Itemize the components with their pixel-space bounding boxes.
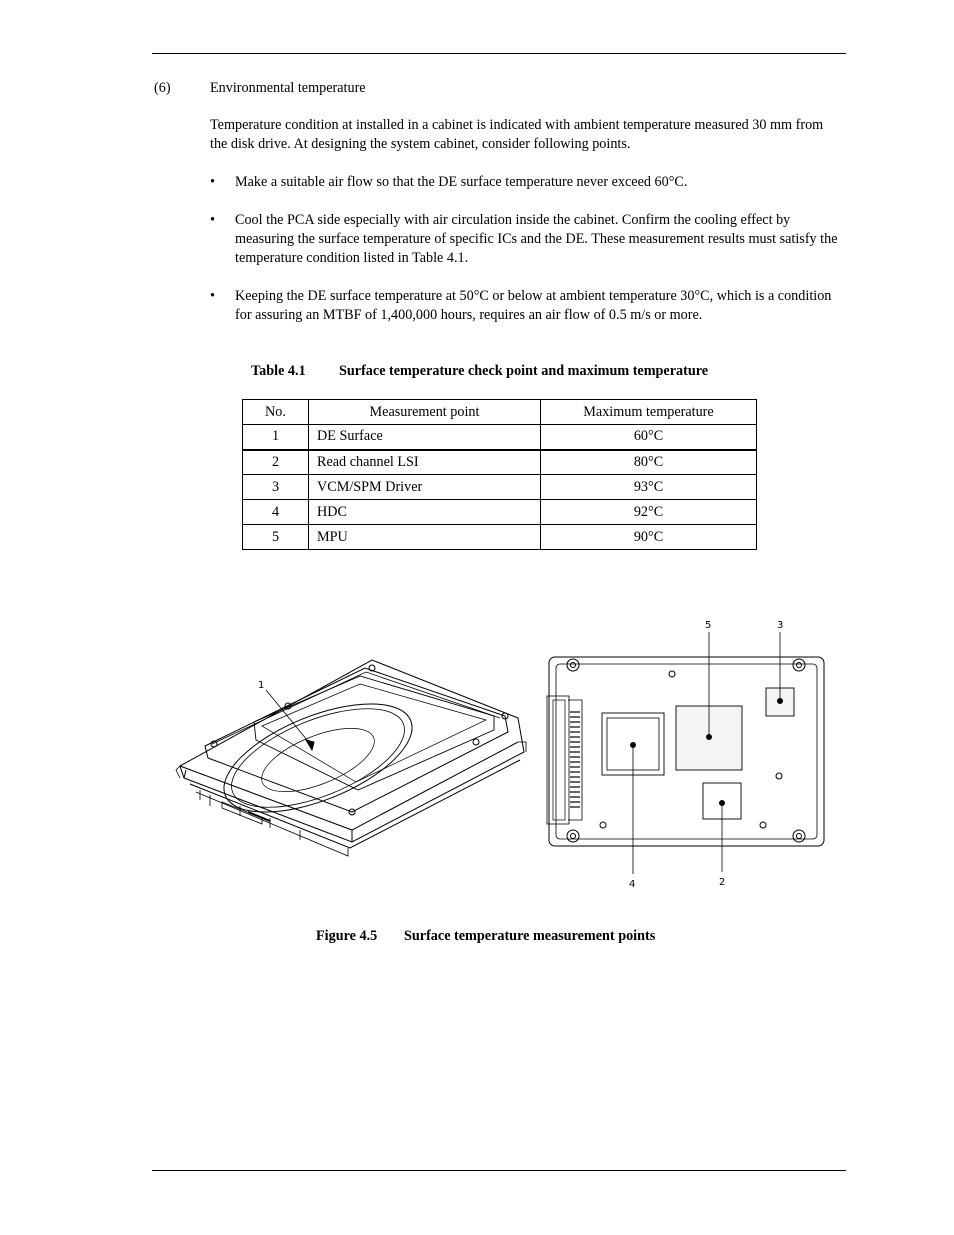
cell-point: DE Surface (309, 425, 541, 450)
intro-paragraph: Temperature condition at installed in a cabinet is indicated with ambient temperature measured 30 mm from the disk drive. At designing the system cabinet, consider following points. (210, 117, 824, 152)
bullet-dot-icon: • (210, 288, 215, 304)
figure-caption-number: Figure 4.5 (316, 928, 378, 944)
header-measurement-point: Measurement point (309, 400, 541, 425)
cell-point: HDC (309, 500, 541, 525)
cell-no: 2 (243, 450, 309, 475)
cell-no: 4 (243, 500, 309, 525)
bullet-dot-icon: • (210, 174, 215, 190)
cell-temp: 92°C (541, 500, 757, 525)
cell-point: Read channel LSI (309, 450, 541, 475)
connector-pins (570, 712, 580, 807)
footer-rule (152, 1170, 846, 1171)
cell-temp: 80°C (541, 450, 757, 475)
cell-temp: 90°C (541, 525, 757, 550)
bullet-text: Cool the PCA side especially with air circulation inside the cabinet. Confirm the cooling effect by measuring the surface temperature of specific ICs and the DE. These measurement results must satisfy the temperature condition listed in Table 4.1. (235, 212, 838, 266)
cell-temp: 93°C (541, 475, 757, 500)
cell-point: VCM/SPM Driver (309, 475, 541, 500)
callout-label-5: 5 (705, 620, 712, 631)
callout-label-4: 4 (629, 879, 636, 890)
disk-drive-isometric (176, 660, 526, 856)
bullet-text: Keeping the DE surface temperature at 50°C or below at ambient temperature 30°C, which is a condition for assuring an MTBF of 1,400,000 hours, requires an air flow of 0.5 m/s or more. (235, 288, 832, 323)
table-caption-number: Table 4.1 (251, 363, 306, 379)
figure-caption-text: Surface temperature measurement points (404, 928, 656, 944)
callout-label-3: 3 (777, 620, 784, 631)
table-caption-text: Surface temperature check point and maximum temperature (339, 363, 709, 379)
section-number: (6) (154, 80, 171, 96)
callout-label-2: 2 (719, 877, 726, 888)
cell-no: 1 (243, 425, 309, 450)
section-title: Environmental temperature (210, 80, 366, 96)
callout-label-1: 1 (258, 680, 265, 691)
bullet-text: Make a suitable air flow so that the DE surface temperature never exceed 60°C. (235, 174, 688, 190)
bullet-dot-icon: • (210, 212, 215, 228)
cell-temp: 60°C (541, 425, 757, 450)
cell-no: 5 (243, 525, 309, 550)
cell-point: MPU (309, 525, 541, 550)
pca-board-view (547, 620, 824, 890)
cell-no: 3 (243, 475, 309, 500)
header-no: No. (243, 400, 309, 425)
header-max-temperature: Maximum temperature (541, 400, 757, 425)
